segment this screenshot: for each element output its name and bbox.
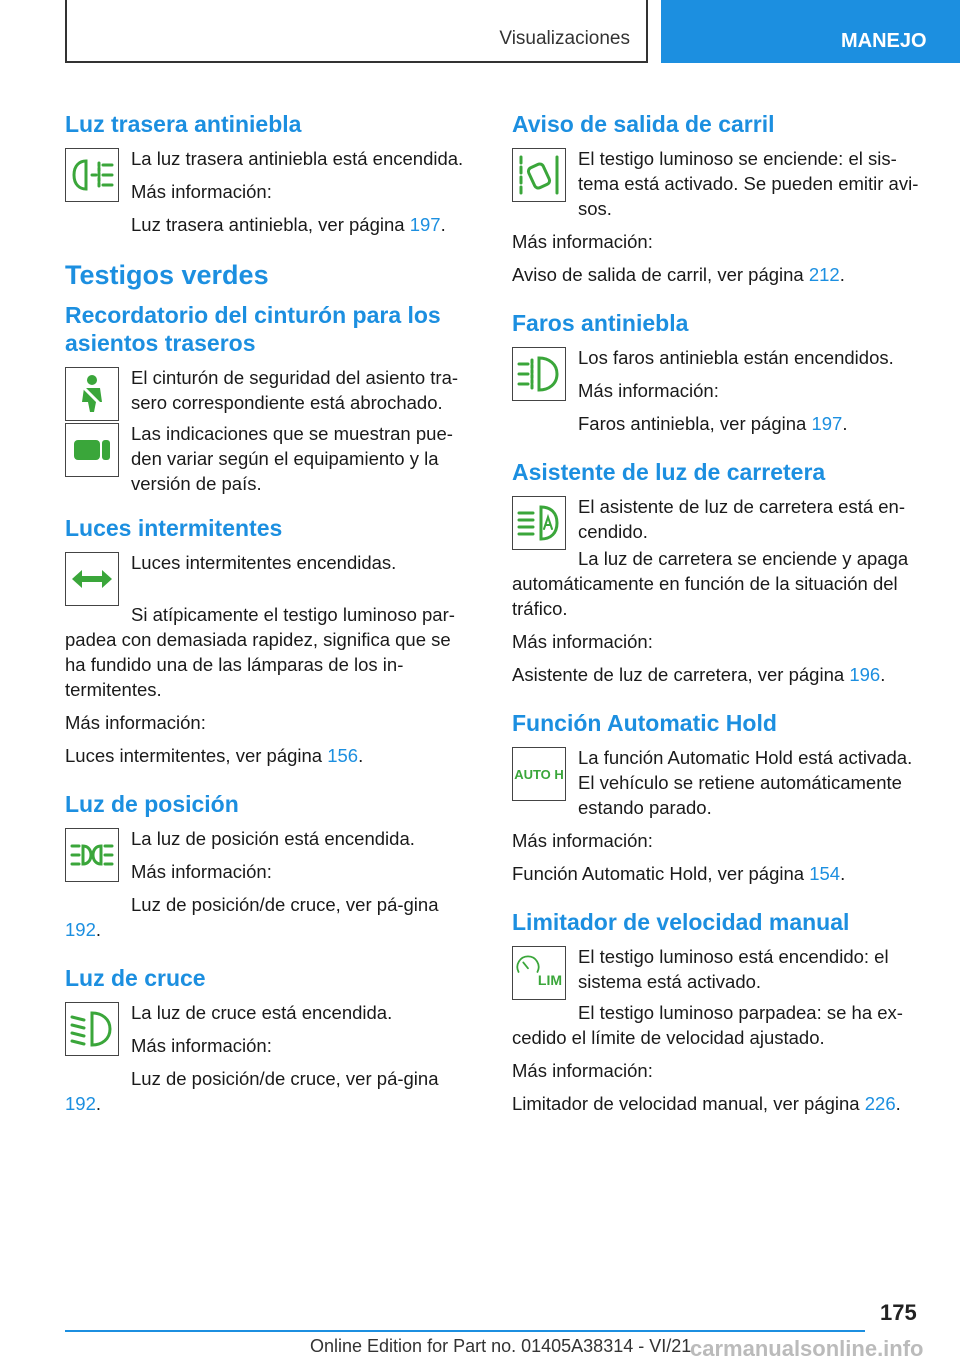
footer-edition: Online Edition for Part no. 01405A38314 - VI/21 [310,1336,692,1356]
heading-limitador: Limitador de velocidad manual [512,909,850,935]
text: El testigo luminoso está encendido: el sistema está activado. [578,946,889,992]
entry-intermitentes [65,550,465,606]
heading-carretera: Asistente de luz de carretera [512,459,826,485]
high-beam-assistant-icon [512,496,566,550]
page-link[interactable]: 226 [864,1093,896,1114]
text: Más información: [65,712,206,733]
text: Más información: [512,830,653,851]
front-fog-light-icon [512,347,566,401]
auto-hold-icon-text: AUTO H [514,766,564,782]
text: Más información: [131,861,272,882]
heading-posicion: Luz de posición [65,791,239,817]
page-number: 175 [880,1300,917,1325]
text: Las indicaciones que se muestran pue-den variar según el equipamiento y la versión de país. [131,423,453,494]
cross-ref: Asistente de luz de carretera, ver página 196. [512,664,886,685]
heading-carril: Aviso de salida de carril [512,111,775,137]
heading-faros: Faros antiniebla [512,310,689,336]
text: Más información: [512,231,653,252]
entry-cinturon [65,365,465,421]
heading-cruce: Luz de cruce [65,965,206,991]
cross-ref: Luz de posición/de cruce, ver pá-gina 192. [65,1068,439,1114]
cross-ref: Luz de posición/de cruce, ver pá-gina 192. [65,894,439,940]
text: La luz de carretera se enciende y apaga automáticamente en función de la situación del tráfico. [512,548,909,619]
text: Más información: [131,1035,272,1056]
text: La luz de cruce está encendida. [131,1002,393,1023]
text: El asistente de luz de carretera está en-cendido. [578,496,906,542]
entry-cruce [65,1000,465,1058]
text: La luz trasera antiniebla está encendida. [131,148,464,169]
heading-hold: Función Automatic Hold [512,710,777,736]
text: Los faros antiniebla están encendidos. [578,347,894,368]
cross-ref: Limitador de velocidad manual, ver página 226. [512,1093,901,1114]
text: Más información: [131,181,272,202]
auto-hold-icon [512,747,566,801]
lane-departure-icon [512,148,566,202]
cross-ref: Función Automatic Hold, ver página 154. [512,863,846,884]
page-link[interactable]: 154 [809,863,841,884]
entry-posicion [65,826,465,884]
speed-limiter-icon-text: LIM [537,972,562,988]
page-link[interactable]: 196 [849,664,881,685]
entry-carril [512,146,927,221]
watermark: carmanualsonline.info [690,1336,924,1361]
header-chapter-tab[interactable]: MANEJO [661,0,960,63]
entry-hold [512,745,927,820]
text: La luz de posición está encendida. [131,828,415,849]
entry-luz-trasera [65,146,465,237]
position-light-icon [65,828,119,882]
text: Luces intermitentes encendidas. [131,552,397,573]
text: El cinturón de seguridad del asiento tra-sero correspondiente está abrochado. [131,367,459,413]
heading-cinturon: Recordatorio del cinturón para los asientos traseros [65,302,441,356]
text: Más información: [578,380,719,401]
low-beam-icon [65,1002,119,1056]
cross-ref: Luces intermitentes, ver página 156. [65,745,364,766]
cross-ref: Aviso de salida de carril, ver página 212. [512,264,845,285]
header-box [65,0,648,63]
heading-luz-trasera: Luz trasera antiniebla [65,111,302,137]
left-column [65,100,465,1124]
heading-testigos-verdes: Testigos verdes [65,260,269,290]
page-link[interactable]: 197 [409,214,441,235]
text: Si atípicamente el testigo luminoso par-padea con demasiada rapidez, significa que se ha fundido una de las lámparas de los in-termitentes. [65,604,455,700]
text: El testigo luminoso se enciende: el sis-tema está activado. Se pueden emitir avi-sos. [578,148,919,219]
entry-carretera [512,494,927,550]
speed-limiter-icon [512,946,566,1000]
text: La función Automatic Hold está activada. El vehículo se retiene automáticamente estando parado. [578,747,913,818]
footer-rule [65,1330,865,1332]
entry-faros [512,345,927,436]
text: Más información: [512,1060,653,1081]
cross-ref: Faros antiniebla, ver página 197. [578,413,848,434]
header-section-title: Visualizaciones [499,28,630,49]
right-column [512,100,927,1124]
text: El testigo luminoso parpadea: se ha ex-cedido el límite de velocidad ajustado. [512,1002,903,1048]
heading-intermitentes: Luces intermitentes [65,515,283,541]
page-link[interactable]: 156 [327,745,359,766]
seatbelt-icon [65,367,119,421]
page-link[interactable]: 192 [65,1093,96,1114]
rear-fog-light-icon [65,148,119,202]
entry-cinturon-2 [65,421,465,496]
text: Más información: [512,631,653,652]
page-link[interactable]: 197 [811,413,843,434]
rear-seat-indicator-icon [65,423,119,477]
cross-ref: Luz trasera antiniebla, ver página 197. [131,214,446,235]
page-link[interactable]: 212 [808,264,840,285]
turn-signal-icon [65,552,119,606]
page-link[interactable]: 192 [65,919,96,940]
entry-limitador [512,944,927,1000]
